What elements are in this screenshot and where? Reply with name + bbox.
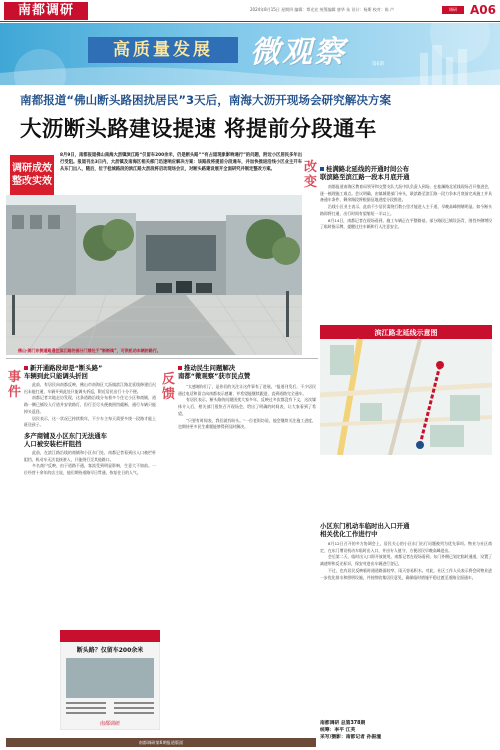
feedback-paragraph: “太感谢你们了，是你们的关注让这件事有了进展。”报道刊发后，不少居民通过电话和留言向南都表示感谢，并希望能继续跟进，直到道路完全通车。	[178, 384, 316, 396]
event-title-2	[24, 432, 156, 448]
thumbnail-subtitle: 南都调研	[99, 721, 121, 727]
route-map	[320, 325, 492, 455]
right-top-paragraph: 南都报道南海区教育局领导和交警支队大沥中队负责人到场，在桂澜路北延线现场召开推进会，逐一梳理施工难点。会议明确，由镇城建部门牵头，联滨路至滨江路一段力争本月底前完成施工并具备通车条件，剩余路段将根据征地进度分段推进。	[320, 184, 492, 203]
article-kicker: 南都报道“佛山断头路困扰居民”3天后，南海大沥开现场会研究解决方案	[20, 93, 392, 107]
article-lead: 8月9日，南都报道佛山南海大沥镇滨江路“仅留车200余米，仍是断头路”“有占道现象影响通行”的问题，附近小区居民多年出行受阻。报道刊出3日内，大沥镇及南海区相关部门迅速响应解决方案：该路段将提前分段通车，并加快推进沿线小区业主开车从东门出入，随后，位于桂城路段的滨江路大沥段将启动现场会议，对断头路建设展开全面研究并制定整改方案。	[60, 153, 302, 173]
right-bottom-title	[320, 522, 492, 538]
right-bottom-paragraph: 会后第二天，临时出入口即开放使用。南都记者在现场看到，东门外侧已划定临时通道，设置了减速带和反光标识，保安对进出车辆进行登记。	[320, 554, 492, 567]
section-tag-shijian: 事 件	[8, 370, 22, 400]
masthead	[0, 0, 500, 22]
masthead-logo: 南都调研	[4, 2, 88, 20]
page-tag: 调研	[442, 6, 464, 14]
credit-line: 统筹：李平 江芙	[320, 728, 356, 733]
feedback-title-text: 推动民生问题解决 南都“微观察”获市民点赞	[178, 364, 251, 380]
masthead-meta: 2024年8月15日 星期四 编辑：覃光宏 统筹编辑 唐华 朱 设计：杨斯 校对：陈 卢	[250, 7, 394, 12]
previous-report-thumbnail	[60, 630, 160, 730]
event-paragraph: 此前，在滨江路沿线的商铺和小区东门处，南都记者看到出入口被栏杆阻挡，机动车无法直接驶入，只能绕行至其他路口。	[24, 449, 156, 462]
event-title-2-text: 多产商铺及小区东门无法通车 人口被安装栏杆阻挡	[24, 431, 108, 448]
feedback-column	[178, 364, 316, 431]
right-bottom-paragraph: 8月12日召开的多方协调会上，居民关心的小区东门出行问题被列为优先事项。物业与社区商定，在东门增设机动车临时出入口，并由专人值守，方便居民早晚高峰进出。	[320, 541, 492, 553]
right-top-title	[320, 165, 492, 181]
right-bottom-paragraph: 不过，也有居民反映临时通道路面较窄，雨天容易积水。对此，社区工作人员表示将会同物业进一步优化排水和照明设施，并持续收集居民意见，确保临时措施平稳过渡至道路全面通车。	[320, 567, 492, 580]
feedback-title	[178, 364, 316, 380]
banner-ribbon: 高质量发展	[88, 37, 238, 63]
page-number: A06	[470, 3, 496, 17]
right-bottom-title-text: 小区东门机动车临时出入口开通 相关优化工作进行中	[320, 522, 410, 538]
article-headline: 大沥断头路建设提速 将提前分段通车	[20, 117, 377, 142]
feedback-paragraph: “只要有时间表，我们就有盼头。”一位老街坊说，他会继续关注施工进度，也期待更多民生难题能够得到及时解决。	[178, 417, 316, 430]
event-paragraph: 居民表示，这一状况已持续数年，不少车主每天需要多绕一段路才能上班送孩子。	[24, 415, 156, 428]
title-marker-icon	[178, 366, 182, 370]
credit-line: 采写/摄影：南都记者 孙振潼	[320, 735, 381, 740]
right-top-paragraph: 沿线小区业主表示，此前不少居民需绕行数公里才能进入主干道，早晚高峰拥堵明显。如今断头路即将打通，出行时间有望缩短一半以上。	[320, 204, 492, 216]
event-paragraph: 南都记者实地走访发现，这条道路沿线分布着多个住宅小区和商铺，道路一侧已铺设人行道并安装路灯，但行至尽头便被围挡截断，通行车辆只能掉头返回。	[24, 395, 156, 414]
event-paragraph: 此前，有居民向南都反映，佛山市南海区大沥镇滨江路北延线修建后迟迟未能打通，车辆开到此处只能调头折返，附近居民出行十分不便。	[24, 382, 156, 394]
title-marker-icon	[320, 167, 324, 171]
section-tag-fankui: 反 馈	[162, 372, 176, 402]
feedback-paragraph: 有居民表示，断头路的问题困扰大家多年，反映过多次都没有下文，这次媒体介入后，相关部门很快召开现场会，给出了明确的时间表，让大家看到了希望。	[178, 397, 316, 416]
credit-line: 南都调研 总第378期	[320, 721, 366, 726]
thumbnail-title: 断头路？仅留车200余米	[76, 647, 144, 654]
route-map-title: 滨江路北延线示意图	[374, 329, 438, 337]
right-article-bottom	[320, 522, 492, 581]
street-photo-illustration	[6, 195, 302, 355]
banner-issue: 第6期	[372, 62, 384, 67]
page-footer: 南都调研第6期报道版面	[6, 738, 316, 747]
section-divider	[6, 358, 318, 359]
title-marker-icon	[24, 366, 28, 370]
event-column	[24, 364, 156, 477]
section-banner	[0, 23, 500, 85]
event-paragraph: 多名商户反映，由于道路不通，客流受到明显影响，生意大不如前。一位经营十余年的店主说，他们期待道路早日贯通，恢复往日的人气。	[24, 463, 156, 476]
campaign-stamp-text: 调研成效 整改实效	[12, 163, 52, 187]
event-title-1-text: 新开通路段却是“断头路” 车辆到此只能调头折回	[24, 364, 103, 380]
right-top-title-text: 桂满路北延线的开通时间公布 联滨路至滨江路一段本月底开通	[320, 165, 410, 181]
banner-brush-title: 微观察	[250, 35, 346, 70]
campaign-stamp	[10, 155, 54, 197]
right-top-paragraph: 8月14日，南都记者在现场看到，施工车辆正在平整路基，部分路段已铺设沥青，围挡外侧增设了临时指示牌，提醒过往车辆和行人注意安全。	[320, 217, 492, 230]
event-title-1	[24, 364, 156, 380]
photo-caption: 佛山·阁门东侧道路通往滨江路的部分门禁处于“断断续”，可供机动车辆封路行。	[18, 348, 161, 353]
street-photo	[6, 195, 302, 355]
section-tag-gaibian: 改 变	[304, 160, 318, 190]
thumbnail-illustration	[60, 630, 160, 730]
article-credits	[320, 720, 492, 741]
route-map-illustration	[320, 325, 492, 455]
right-article-top	[320, 165, 492, 231]
